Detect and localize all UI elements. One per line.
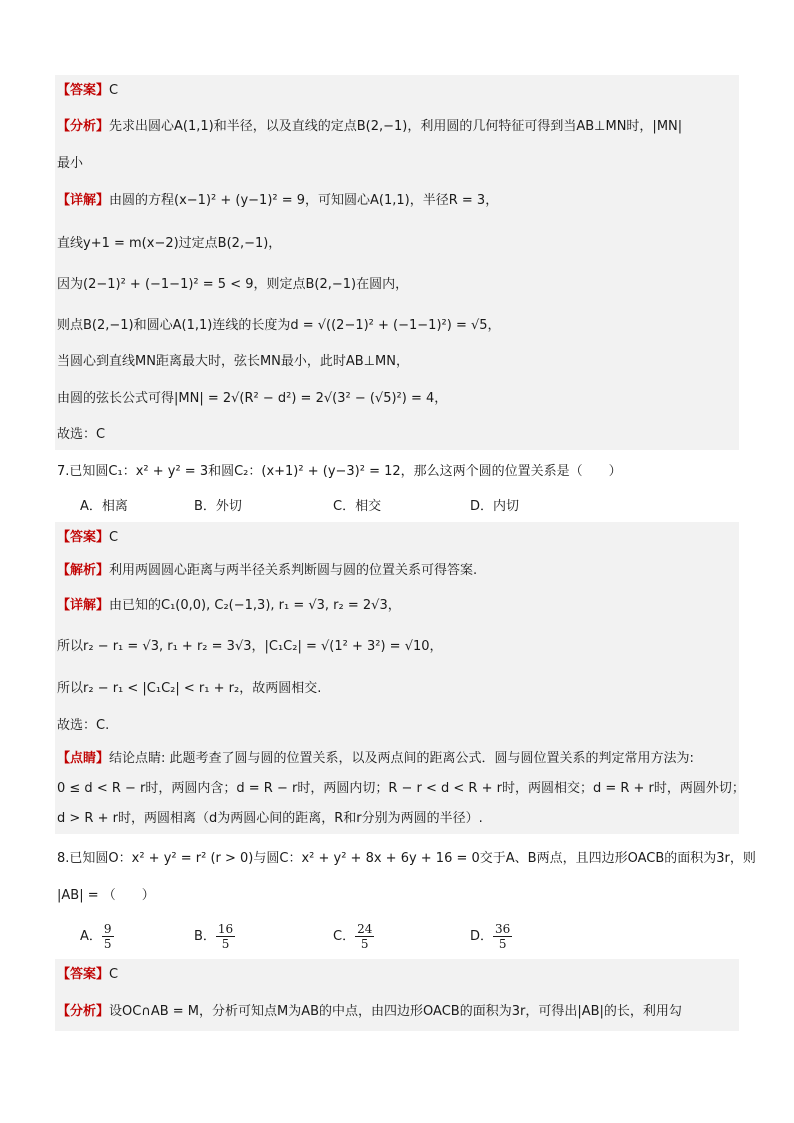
q8-option-c [333,922,374,951]
q8-answer-line [57,965,118,985]
q7-explain-line [57,561,477,581]
q8-option-c-label: C． [333,929,356,944]
q8-analysis-line-1 [57,1002,682,1022]
answer-tag: 【答案】 [57,967,110,982]
q8-option-a-denominator: 5 [103,937,112,951]
q6-analysis-line-1 [57,117,682,137]
q8-option-d-label: D． [470,929,494,944]
comment-tag: 【点睛】 [57,751,110,766]
q7-stem [57,462,622,482]
q7-answer-line [57,528,118,548]
q6-detail-line-2 [57,234,281,254]
q7-comment-line-1 [57,749,694,769]
q8-option-d-denominator: 5 [498,937,507,951]
q8-stem-text-1: 8.已知圆O：x² + y² = r² (r > 0)与圆C：x² + y² + 8x + 6y + 16 = 0交于A、B两点，且四边形OACB的面积为3r，则 [57,851,756,866]
q7-detail-text-3: 所以r₂ − r₁ < |C₁C₂| < r₁ + r₂，故两圆相交. [57,681,322,696]
q7-comment-text-2: 0 ≤ d < R − r时，两圆内含；d = R − r时，两圆内切；R − r < d < R + r时，两圆相交；d = R + r时，两圆外切； [57,781,745,796]
q8-option-b [194,922,235,951]
q8-option-c-fraction [355,922,374,951]
q7-option-b-label: B．外切 [194,499,242,514]
q7-detail-line-3 [57,679,321,699]
q7-detail-line-1 [57,596,401,616]
q7-comment-line-3 [57,809,483,829]
q7-option-c-label: C．相交 [333,499,382,514]
q7-detail-line-2 [57,637,443,657]
q8-analysis-text-1: 设OC∩AB = M，分析可知点M为AB的中点，由四边形OACB的面积为3r，可得出|AB|的长，利用勾 [109,1004,682,1019]
q6-answer-line [57,81,118,101]
q6-detail-text-2: 直线y+1 = m(x−2)过定点B(2,−1)， [57,236,282,251]
q8-option-c-numerator: 24 [357,922,373,936]
answer-tag: 【答案】 [57,530,110,545]
q8-option-b-denominator: 5 [221,937,230,951]
q7-detail-text-2: 所以r₂ − r₁ = √3, r₁ + r₂ = 3√3，|C₁C₂| = √(1² + 3²) = √10， [57,639,443,654]
q6-detail-text-3: 因为(2−1)² + (−1−1)² = 5 < 9，则定点B(2,−1)在圆内， [57,277,409,292]
q8-option-a-label: A． [80,929,102,944]
q7-answer-value: C [109,530,119,545]
q7-stem-text: 7.已知圆C₁：x² + y² = 3和圆C₂：(x+1)² + (y−3)² = 12，那么这两个圆的位置关系是（ ） [57,464,622,479]
q7-choice-text: 故选：C. [57,718,110,733]
q6-detail-text-5: 当圆心到直线MN距离最大时，弦长MN最小，此时AB⊥MN， [57,354,409,369]
q6-analysis-text-1: 先求出圆心A(1,1)和半径，以及直线的定点B(2,−1)，利用圆的几何特征可得到当AB⊥MN时，|MN| [109,119,683,134]
q7-choice-line [57,716,109,736]
q7-comment-text-3: d > R + r时，两圆相离（d为两圆心间的距离，R和r分别为两圆的半径）. [57,811,483,826]
q6-choice-line [57,425,105,445]
q6-detail-line-4 [57,316,501,336]
analysis-tag: 【分析】 [57,119,110,134]
q8-option-d-numerator: 36 [495,922,511,936]
q7-option-a [80,497,128,517]
q6-detail-line-6 [57,389,447,409]
q6-detail-text-6: 由圆的弦长公式可得|MN| = 2√(R² − d²) = 2√(3² − (√5)²) = 4， [57,391,448,406]
q7-explain-text: 利用两圆圆心距离与两半径关系判断圆与圆的位置关系可得答案. [109,563,478,578]
q6-detail-text-4: 则点B(2,−1)和圆心A(1,1)连线的长度为d = √((2−1)² + (−1−1)²) = √5， [57,318,501,333]
q8-option-b-fraction [216,922,235,951]
q6-detail-text-1: 由圆的方程(x−1)² + (y−1)² = 9，可知圆心A(1,1)，半径R = 3， [109,193,499,208]
q6-analysis-text-2: 最小 [57,156,84,171]
q7-comment-text-1: 结论点睛: 此题考查了圆与圆的位置关系，以及两点间的距离公式．圆与圆位置关系的判定常用方法为: [109,751,694,766]
q7-comment-line-2 [57,779,745,799]
q7-option-d-label: D．内切 [470,499,520,514]
q8-option-a [80,922,114,951]
analysis-tag: 【分析】 [57,1004,110,1019]
q7-option-a-label: A．相离 [80,499,128,514]
q8-option-b-label: B． [194,929,216,944]
q6-answer-value: C [109,83,119,98]
q6-analysis-line-2 [57,154,83,174]
q6-choice-text: 故选：C [57,427,106,442]
q6-detail-line-1 [57,191,498,211]
q8-answer-value: C [109,967,119,982]
q8-option-b-numerator: 16 [217,922,234,936]
q8-option-a-fraction [102,922,114,951]
q8-stem-line-2 [57,886,155,906]
q7-option-d [470,497,519,517]
q7-detail-text-1: 由已知的C₁(0,0), C₂(−1,3), r₁ = √3, r₂ = 2√3， [109,598,401,613]
q8-option-d-fraction [493,922,512,951]
q8-option-c-denominator: 5 [360,937,369,951]
q6-detail-line-5 [57,352,409,372]
q7-option-b [194,497,242,517]
q8-stem-line-1 [57,849,756,869]
q6-detail-line-3 [57,275,408,295]
explain-tag: 【解析】 [57,563,110,578]
answer-tag: 【答案】 [57,83,110,98]
q8-stem-text-2: |AB| = （ ） [57,888,155,903]
q8-option-d [470,922,512,951]
q7-option-c [333,497,381,517]
q8-option-a-numerator: 9 [103,922,112,936]
detail-tag: 【详解】 [57,598,110,613]
detail-tag: 【详解】 [57,193,110,208]
